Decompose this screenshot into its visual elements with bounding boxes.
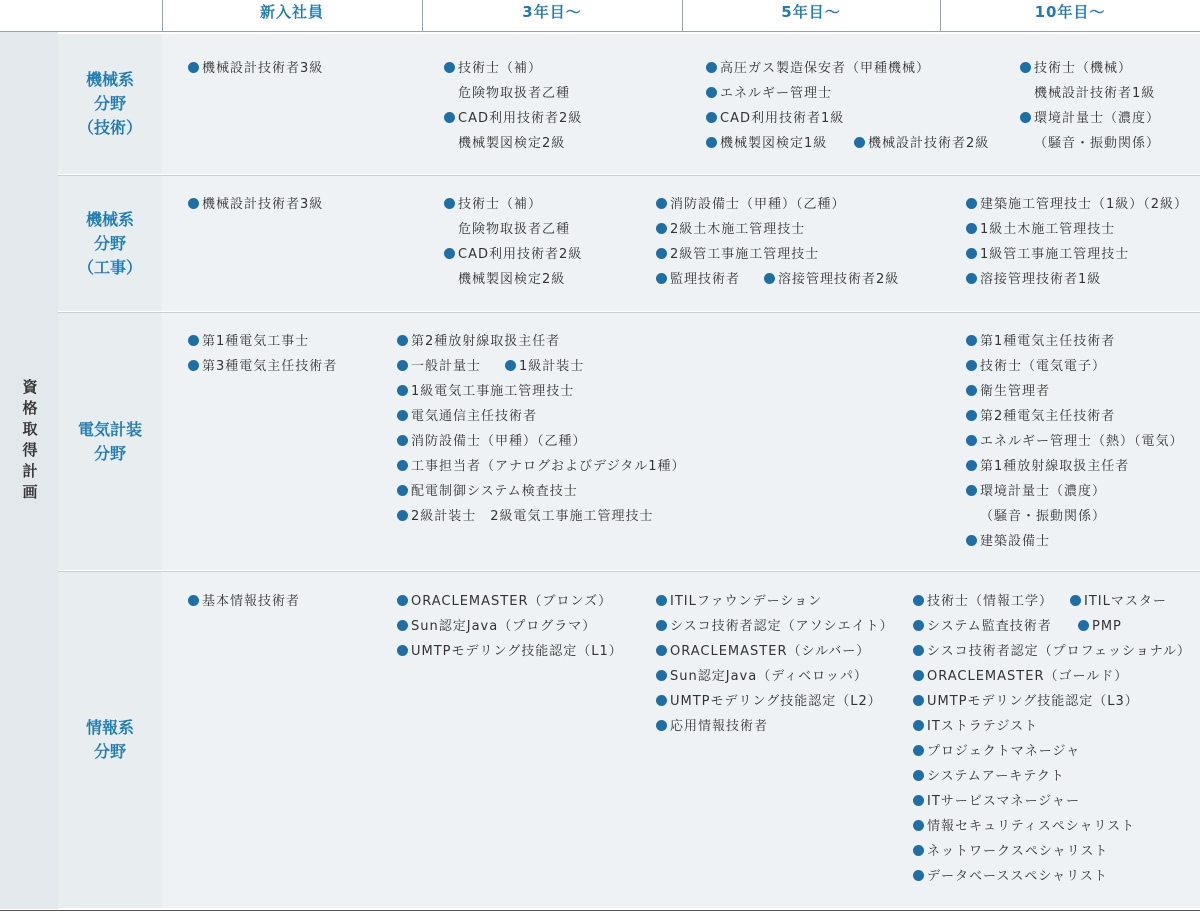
item-text: 技術士（補） xyxy=(458,61,543,76)
item-text: 第1種電気主任技術者 xyxy=(980,334,1116,349)
list-item xyxy=(656,272,740,288)
list-item xyxy=(397,359,481,375)
list-item xyxy=(1020,111,1160,127)
bullet-icon xyxy=(966,460,977,471)
column-header-new-employee: 新入社員 xyxy=(259,3,324,21)
item-text: 第3種電気主任技術者 xyxy=(202,359,338,374)
item-text: エネルギー管理士 xyxy=(720,86,833,101)
item-text: 監理技術者 xyxy=(670,272,741,287)
list-item xyxy=(444,136,565,152)
list-item xyxy=(656,669,868,685)
item-text: ITストラテジスト xyxy=(927,719,1039,734)
list-item xyxy=(854,136,989,152)
item-text: 情報セキュリティスペシャリスト xyxy=(927,819,1136,834)
item-text: （騒音・振動関係） xyxy=(980,509,1107,524)
list-item xyxy=(966,459,1129,475)
bullet-icon xyxy=(913,770,924,781)
item-text: 基本情報技術者 xyxy=(202,594,301,609)
list-item xyxy=(966,534,1050,550)
item-text: エネルギー管理士（熱）（電気） xyxy=(980,434,1184,449)
item-text: 溶接管理技術者2級 xyxy=(778,272,900,287)
bullet-icon xyxy=(1070,595,1081,606)
bullet-icon xyxy=(706,137,717,148)
bullet-icon xyxy=(966,360,977,371)
side-label-text: 資格取得計画 xyxy=(22,378,38,501)
bullet-icon xyxy=(188,62,199,73)
item-text: 配電制御システム検査技士 xyxy=(411,484,578,499)
item-text: ネットワークスペシャリスト xyxy=(927,844,1109,859)
list-item xyxy=(656,247,819,263)
bullet-icon xyxy=(913,820,924,831)
bullet-icon xyxy=(656,198,667,209)
bullet-icon xyxy=(656,720,667,731)
item-text: 機械設計技術者3級 xyxy=(202,61,324,76)
item-text: 危険物取扱者乙種 xyxy=(458,86,571,101)
item-text: プロジェクトマネージャ xyxy=(927,744,1081,759)
bullet-icon xyxy=(1020,62,1031,73)
list-item xyxy=(966,409,1115,425)
bullet-icon xyxy=(966,198,977,209)
bullet-icon xyxy=(966,485,977,496)
bullet-icon xyxy=(966,435,977,446)
bullet-icon xyxy=(397,485,408,496)
side-label xyxy=(21,377,39,503)
bullet-icon xyxy=(706,112,717,123)
list-item xyxy=(1070,594,1167,610)
list-item xyxy=(188,359,337,375)
list-item xyxy=(444,197,542,213)
list-item xyxy=(397,459,686,475)
bullet-icon xyxy=(397,620,408,631)
list-item xyxy=(397,644,623,660)
bullet-icon xyxy=(444,198,455,209)
bullet-icon xyxy=(397,645,408,656)
list-item xyxy=(397,409,537,425)
item-text: 2級土木施工管理技士 xyxy=(670,222,806,237)
list-item xyxy=(966,247,1129,263)
list-item xyxy=(1078,619,1122,635)
bullet-icon xyxy=(656,248,667,259)
list-item xyxy=(764,272,899,288)
item-text: 第1種電気工事士 xyxy=(202,334,310,349)
item-text: 環境計量士（濃度） xyxy=(980,484,1107,499)
bottom-rule xyxy=(0,910,1200,911)
item-text: 建築設備士 xyxy=(980,534,1051,549)
item-text: 危険物取扱者乙種 xyxy=(458,222,571,237)
bullet-icon xyxy=(913,620,924,631)
item-text: ITILマスター xyxy=(1084,594,1167,609)
item-text: 第2種電気主任技術者 xyxy=(980,409,1116,424)
item-text: PMP xyxy=(1092,619,1122,634)
bullet-icon xyxy=(913,645,924,656)
bullet-icon xyxy=(444,62,455,73)
bullet-icon xyxy=(1078,620,1089,631)
list-item xyxy=(397,384,574,400)
list-item xyxy=(966,484,1106,500)
list-item xyxy=(966,272,1101,288)
item-text: システムアーキテクト xyxy=(927,769,1065,784)
item-text: 機械設計技術者3級 xyxy=(202,197,324,212)
bullet-icon xyxy=(656,670,667,681)
item-text: 消防設備士（甲種）（乙種） xyxy=(670,197,846,212)
item-text: 衛生管理者 xyxy=(980,384,1051,399)
item-text: ITサービスマネージャー xyxy=(927,794,1080,809)
list-item xyxy=(913,719,1038,735)
bullet-icon xyxy=(706,87,717,98)
list-item xyxy=(656,197,846,213)
bullet-icon xyxy=(397,595,408,606)
list-item xyxy=(706,111,844,127)
bullet-icon xyxy=(397,460,408,471)
bullet-icon xyxy=(397,435,408,446)
list-item xyxy=(188,334,309,350)
list-item xyxy=(913,619,1052,635)
item-text: 電気通信主任技術者 xyxy=(411,409,538,424)
bullet-icon xyxy=(656,620,667,631)
bullet-icon xyxy=(913,845,924,856)
item-text: 技術士（補） xyxy=(458,197,543,212)
bullet-icon xyxy=(966,535,977,546)
item-text: ORACLEMASTER（シルバー） xyxy=(670,644,871,659)
item-text: 技術士（機械） xyxy=(1034,61,1133,76)
bullet-icon xyxy=(505,360,516,371)
item-text: 2級計装士 2級電気工事施工管理技士 xyxy=(411,509,654,524)
bullet-icon xyxy=(966,223,977,234)
list-item xyxy=(913,669,1128,685)
item-text: UMTPモデリング技能認定（L2） xyxy=(670,694,882,709)
bullet-icon xyxy=(966,335,977,346)
bullet-icon xyxy=(188,198,199,209)
item-text: データベーススペシャリスト xyxy=(927,869,1108,884)
list-item xyxy=(188,594,300,610)
item-text: シスコ技術者認定（プロフェッショナル） xyxy=(927,644,1192,659)
row-mechanical-technical xyxy=(162,34,1200,174)
list-item xyxy=(444,86,570,102)
item-text: 機械設計技術者2級 xyxy=(868,136,990,151)
item-text: 機械製図検定1級 xyxy=(720,136,828,151)
list-item xyxy=(913,769,1065,785)
item-text: 機械製図検定2級 xyxy=(458,272,566,287)
bullet-icon xyxy=(397,510,408,521)
item-text: 第2種放射線取扱主任者 xyxy=(411,334,561,349)
list-item xyxy=(966,509,1106,525)
list-item xyxy=(656,594,822,610)
item-text: （騒音・振動関係） xyxy=(1034,136,1161,151)
bullet-icon xyxy=(913,670,924,681)
category-mechanical-technical: 機械系 分野 （技術） xyxy=(58,34,162,174)
list-item xyxy=(444,222,570,238)
bullet-icon xyxy=(966,410,977,421)
item-text: 1級土木施工管理技士 xyxy=(980,222,1116,237)
list-item xyxy=(397,509,654,525)
list-item xyxy=(1020,86,1155,102)
list-item xyxy=(188,197,323,213)
category-information: 情報系 分野 xyxy=(58,572,162,908)
list-item xyxy=(397,594,612,610)
list-item xyxy=(913,844,1108,860)
header-underline xyxy=(0,31,1200,32)
list-item xyxy=(656,719,768,735)
list-item xyxy=(966,384,1050,400)
item-text: UMTPモデリング技能認定（L1） xyxy=(411,644,623,659)
list-item xyxy=(656,644,870,660)
list-item xyxy=(656,619,894,635)
list-item xyxy=(397,484,578,500)
bullet-icon xyxy=(913,720,924,731)
column-header-year-10: 10年目～ xyxy=(1034,3,1106,21)
bullet-icon xyxy=(444,248,455,259)
bullet-icon xyxy=(966,273,977,284)
bullet-icon xyxy=(188,360,199,371)
bullet-icon xyxy=(1020,112,1031,123)
bullet-icon xyxy=(913,595,924,606)
bullet-icon xyxy=(706,62,717,73)
list-item xyxy=(913,594,1053,610)
bullet-icon xyxy=(397,410,408,421)
item-text: CAD利用技術者2級 xyxy=(458,247,583,262)
bullet-icon xyxy=(854,137,865,148)
item-text: ORACLEMASTER（ゴールド） xyxy=(927,669,1129,684)
list-item xyxy=(1020,136,1160,152)
item-text: 技術士（電気電子） xyxy=(980,359,1107,374)
list-item xyxy=(706,136,827,152)
bullet-icon xyxy=(913,795,924,806)
bullet-icon xyxy=(966,385,977,396)
bullet-icon xyxy=(656,645,667,656)
item-text: 機械製図検定2級 xyxy=(458,136,566,151)
list-item xyxy=(444,272,565,288)
list-item xyxy=(966,359,1106,375)
item-text: 2級管工事施工管理技士 xyxy=(670,247,820,262)
list-item xyxy=(444,111,582,127)
list-item xyxy=(444,61,542,77)
bullet-icon xyxy=(913,745,924,756)
bullet-icon xyxy=(656,595,667,606)
category-mechanical-construction: 機械系 分野 （工事） xyxy=(58,176,162,311)
list-item xyxy=(1020,61,1132,77)
list-item xyxy=(966,222,1115,238)
item-text: Sun認定Java（プログラマ） xyxy=(411,619,597,634)
bullet-icon xyxy=(444,112,455,123)
item-text: 高圧ガス製造保安者（甲種機械） xyxy=(720,61,931,76)
item-text: 技術士（情報工学） xyxy=(927,594,1054,609)
list-item xyxy=(397,619,596,635)
item-text: シスコ技術者認定（アソシエイト） xyxy=(670,619,894,634)
item-text: 消防設備士（甲種）（乙種） xyxy=(411,434,587,449)
item-text: Sun認定Java（ディベロッパ） xyxy=(670,669,868,684)
list-item xyxy=(913,819,1135,835)
item-text: 1級電気工事施工管理技士 xyxy=(411,384,575,399)
item-text: 第1種放射線取扱主任者 xyxy=(980,459,1130,474)
item-text: 建築施工管理技士（1級）（2級） xyxy=(980,197,1189,212)
list-item xyxy=(188,61,323,77)
item-text: 機械設計技術者1級 xyxy=(1034,86,1156,101)
bullet-icon xyxy=(764,273,775,284)
list-item xyxy=(656,694,882,710)
bullet-icon xyxy=(913,870,924,881)
bullet-icon xyxy=(966,248,977,259)
item-text: UMTPモデリング技能認定（L3） xyxy=(927,694,1139,709)
item-text: 1級計装士 xyxy=(519,359,585,374)
bullet-icon xyxy=(397,360,408,371)
column-header-year-5: 5年目～ xyxy=(781,3,841,21)
bullet-icon xyxy=(188,335,199,346)
list-item xyxy=(966,197,1188,213)
item-text: 応用情報技術者 xyxy=(670,719,769,734)
item-text: CAD利用技術者2級 xyxy=(458,111,583,126)
list-item xyxy=(397,434,587,450)
item-text: 工事担当者（アナログおよびデジタル1種） xyxy=(411,459,686,474)
list-item xyxy=(966,334,1115,350)
bullet-icon xyxy=(397,335,408,346)
list-item xyxy=(913,644,1191,660)
column-header-year-3: 3年目～ xyxy=(522,3,582,21)
bullet-icon xyxy=(656,695,667,706)
list-item xyxy=(505,359,584,375)
item-text: 1級管工事施工管理技士 xyxy=(980,247,1130,262)
category-electrical: 電気計装 分野 xyxy=(58,313,162,570)
list-item xyxy=(913,794,1080,810)
list-item xyxy=(913,744,1080,760)
bullet-icon xyxy=(188,595,199,606)
item-text: 一般計量士 xyxy=(411,359,482,374)
list-item xyxy=(444,247,582,263)
list-item xyxy=(913,869,1108,885)
item-text: ORACLEMASTER（ブロンズ） xyxy=(411,594,613,609)
list-item xyxy=(966,434,1184,450)
list-item xyxy=(706,86,832,102)
list-item xyxy=(913,694,1139,710)
item-text: 環境計量士（濃度） xyxy=(1034,111,1161,126)
bullet-icon xyxy=(656,273,667,284)
list-item xyxy=(397,334,560,350)
list-item xyxy=(706,61,930,77)
item-text: ITILファウンデーション xyxy=(670,594,823,609)
item-text: 溶接管理技術者1級 xyxy=(980,272,1102,287)
bullet-icon xyxy=(656,223,667,234)
bullet-icon xyxy=(397,385,408,396)
list-item xyxy=(656,222,805,238)
item-text: システム監査技術者 xyxy=(927,619,1052,634)
bullet-icon xyxy=(913,695,924,706)
item-text: CAD利用技術者1級 xyxy=(720,111,845,126)
